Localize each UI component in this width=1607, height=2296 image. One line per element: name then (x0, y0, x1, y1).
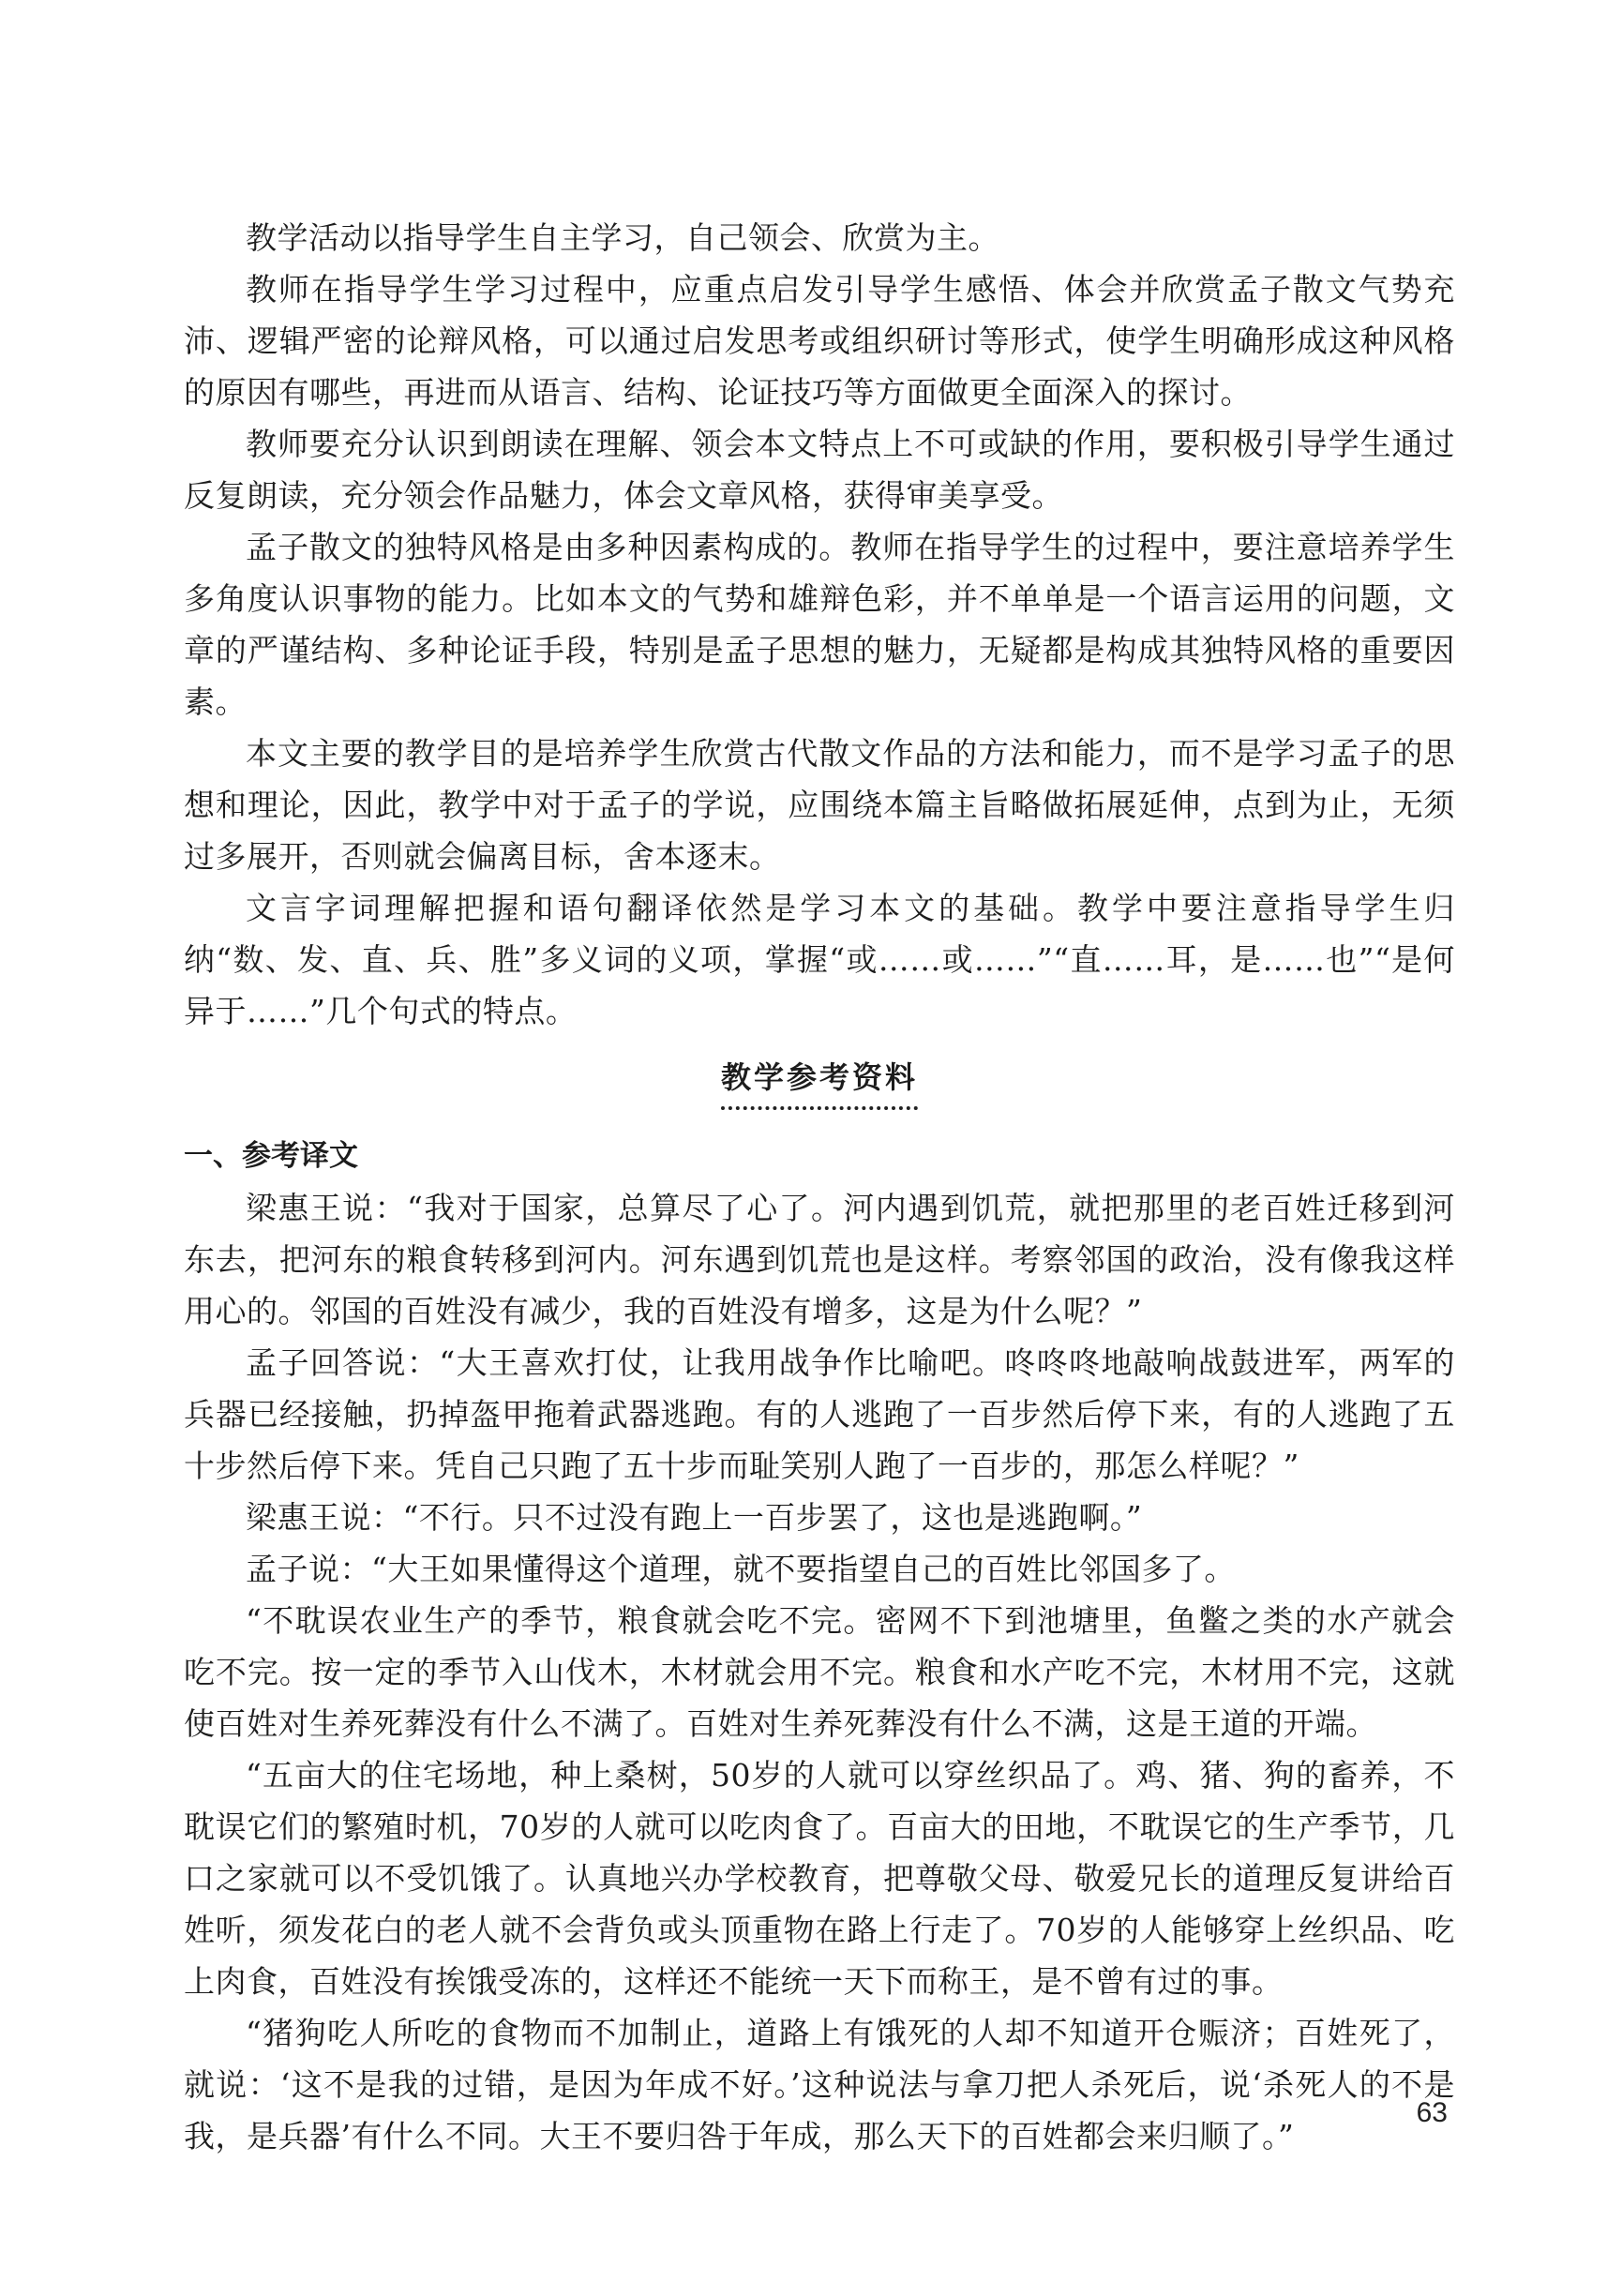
section-title-text: 教学参考资料 (721, 1054, 918, 1110)
page-number: 63 (1416, 2097, 1448, 2128)
translation-paragraph: 梁惠王说：“我对于国家，总算尽了心了。河内遇到饥荒，就把那里的老百姓迁移到河东去，把河东的粮食转移到河内。河东遇到饥荒也是这样。考察邻国的政治，没有像我这样用心的。邻国的百姓没有减少，我的百姓没有增多，这是为什么呢？” (184, 1190, 1455, 1329)
translation-paragraph: “猪狗吃人所吃的食物而不加制止，道路上有饿死的人却不知道开仓赈济；百姓死了，就说：‘这不是我的过错，是因为年成不好。’这种说法与拿刀把人杀死后，说‘杀死人的不是我，是兵器’有什么不同。大王不要归咎于年成，那么天下的百姓都会来归顺了。” (184, 2015, 1455, 2154)
body-paragraph: 教师要充分认识到朗读在理解、领会本文特点上不可或缺的作用，要积极引导学生通过反复朗读，充分领会作品魅力，体会文章风格，获得审美享受。 (184, 426, 1455, 514)
body-paragraph: 教师在指导学生学习过程中，应重点启发引导学生感悟、体会并欣赏孟子散文气势充沛、逻辑严密的论辩风格，可以通过启发思考或组织研讨等形式，使学生明确形成这种风格的原因有哪些，再进而从语言、结构、论证技巧等方面做更全面深入的探讨。 (184, 271, 1455, 411)
translation-paragraph: 梁惠王说：“不行。只不过没有跑上一百步罢了，这也是逃跑啊。” (246, 1499, 1143, 1536)
translation-paragraph: 孟子说：“大王如果懂得这个道理，就不要指望自己的百姓比邻国多了。 (246, 1551, 1236, 1587)
translation-paragraph: “五亩大的住宅场地，种上桑树，50岁的人就可以穿丝织品了。鸡、猪、狗的畜养，不耽误它们的繁殖时机，70岁的人就可以吃肉食了。百亩大的田地，不耽误它的生产季节，几口之家就可以不受饥饿了。认真地兴办学校教育，把尊敬父母、敬爱兄长的道理反复讲给百姓听，须发花白的老人就不会背负或头顶重物在路上行走了。70岁的人能够穿上丝织品、吃上肉食，百姓没有挨饿受冻的，这样还不能统一天下而称王，是不曾有过的事。 (184, 1757, 1455, 2000)
section-title (184, 1054, 1455, 1110)
translation-paragraph: “不耽误农业生产的季节，粮食就会吃不完。密网不下到池塘里，鱼鳖之类的水产就会吃不完。按一定的季节入山伐木，木材就会用不完。粮食和水产吃不完，木材用不完，这就使百姓对生养死葬没有什么不满了。百姓对生养死葬没有什么不满，这是王道的开端。 (184, 1602, 1455, 1742)
translation-paragraph: 孟子回答说：“大王喜欢打仗，让我用战争作比喻吧。咚咚咚地敲响战鼓进军，两军的兵器已经接触，扔掉盔甲拖着武器逃跑。有的人逃跑了一百步然后停下来，有的人逃跑了五十步然后停下来。凭自己只跑了五十步而耻笑别人跑了一百步的，那怎么样呢？” (184, 1344, 1455, 1484)
page-content (184, 212, 1455, 2162)
body-paragraph: 本文主要的教学目的是培养学生欣赏古代散文作品的方法和能力，而不是学习孟子的思想和理论，因此，教学中对于孟子的学说，应围绕本篇主旨略做拓展延伸，点到为止，无须过多展开，否则就会偏离目标，舍本逐末。 (184, 735, 1455, 875)
body-paragraph: 孟子散文的独特风格是由多种因素构成的。教师在指导学生的过程中，要注意培养学生多角度认识事物的能力。比如本文的气势和雄辩色彩，并不单单是一个语言运用的问题，文章的严谨结构、多种论证手段，特别是孟子思想的魅力，无疑都是构成其独特风格的重要因素。 (184, 529, 1455, 720)
body-paragraph: 教学活动以指导学生自主学习，自己领会、欣赏为主。 (246, 219, 999, 256)
subheading: 一、参考译文 (184, 1139, 358, 1173)
body-paragraph: 文言字词理解把握和语句翻译依然是学习本文的基础。教学中要注意指导学生归纳“数、发、直、兵、胜”多义词的义项，掌握“或……或……”“直……耳，是……也”“是何异于……”几个句式的特点。 (184, 890, 1455, 1029)
